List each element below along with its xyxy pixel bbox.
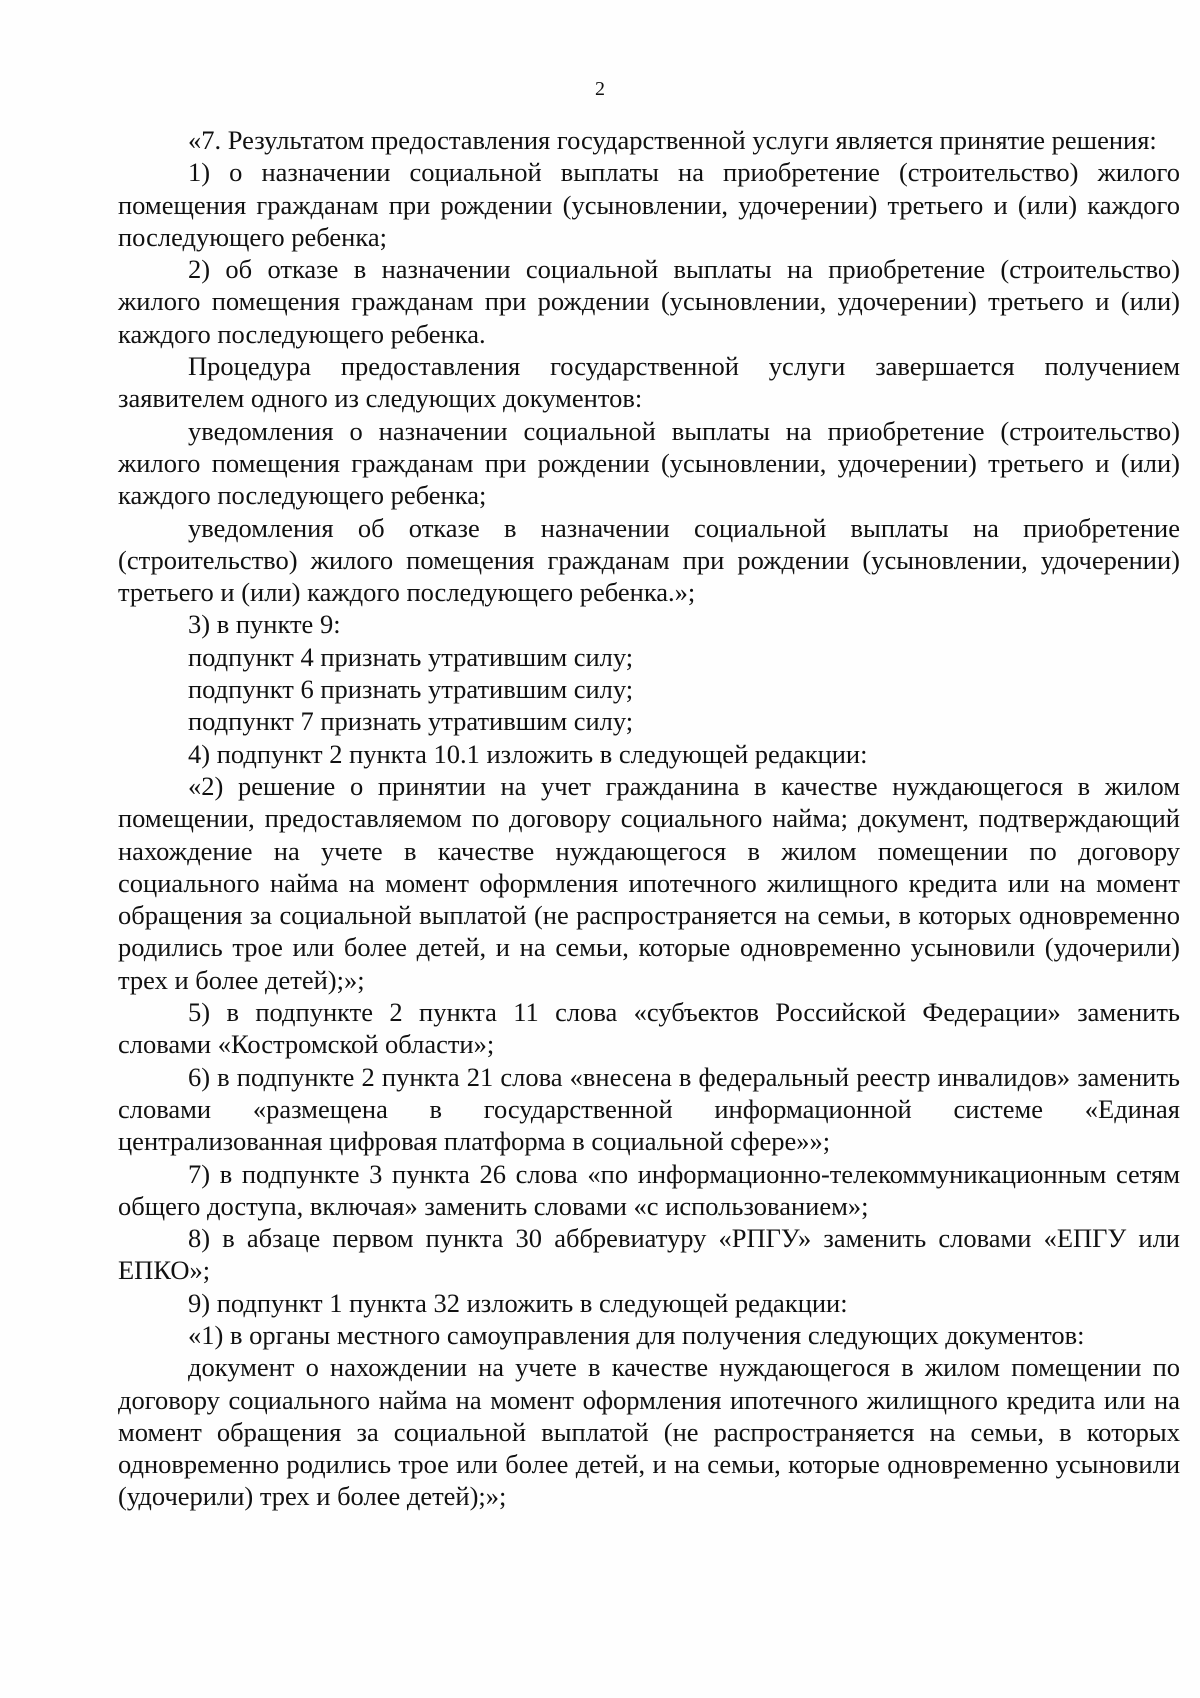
paragraph: уведомления об отказе в назначении социальной выплаты на приобретение (строительство) жилого помещения гражданам при рождении (усыновлении, удочерении) третьего и (или) каждого последующего ребенка.»; [118, 512, 1180, 608]
paragraph: подпункт 4 признать утратившим силу; [188, 641, 634, 672]
paragraph: 8) в абзаце первом пункта 30 аббревиатуру «РПГУ» заменить словами «ЕПГУ или ЕПКО»; [118, 1223, 1180, 1286]
paragraph: 3) в пункте 9: [188, 609, 341, 640]
paragraph: документ о нахождении на учете в качестве нуждающегося в жилом помещении по договору социального найма на момент оформления ипотечного жилищного кредита или на момент обращения за социальной выплатой (не распространяется на семьи, в которых одновременно родились трое или более детей, и на семьи, которые одновременно усыновили (удочерили) трех и более детей);»; [118, 1352, 1180, 1512]
paragraph: 7) в подпункте 3 пункта 26 слова «по информационно-телекоммуникационным сетям общего доступа, включая» заменить словами «с использованием»; [118, 1158, 1180, 1221]
paragraph: подпункт 6 признать утратившим силу; [188, 674, 634, 705]
paragraph: «1) в органы местного самоуправления для получения следующих документов: [188, 1319, 1085, 1350]
paragraph: «7. Результатом предоставления государственной услуги является принятие решения: [188, 125, 1157, 155]
paragraph: «2) решение о принятии на учет гражданина в качестве нуждающегося в жилом помещении, предоставляемом по договору социального найма; документ, подтверждающий нахождение на учете в качестве нуждающегося в жилом помещении по договору социального найма на момент оформления ипотечного жилищного кредита или на момент обращения за социальной выплатой (не распространяется на семьи, в которых одновременно родились трое или более детей, и на семьи, которые одновременно усыновили (удочерили) трех и более детей);»; [118, 770, 1180, 995]
paragraph: уведомления о назначении социальной выплаты на приобретение (строительство) жилого помещения гражданам при рождении (усыновлении, удочерении) третьего и (или) каждого последующего ребенка; [118, 415, 1180, 511]
paragraph: подпункт 7 признать утратившим силу; [188, 706, 634, 737]
paragraph: 4) подпункт 2 пункта 10.1 изложить в следующей редакции: [188, 738, 868, 769]
paragraph: Процедура предоставления государственной услуги завершается получением заявителем одного из следующих документов: [118, 351, 1180, 414]
document-body [118, 124, 1180, 1513]
paragraph: 6) в подпункте 2 пункта 21 слова «внесена в федеральный реестр инвалидов» заменить словами «размещена в государственной информационной системе «Единая централизованная цифровая платформа в социальной сфере»»; [118, 1061, 1180, 1157]
paragraph: 9) подпункт 1 пункта 32 изложить в следующей редакции: [188, 1287, 848, 1318]
paragraph: 1) о назначении социальной выплаты на приобретение (строительство) жилого помещения гражданам при рождении (усыновлении, удочерении) третьего и (или) каждого последующего ребенка; [118, 157, 1180, 252]
page-number: 2 [595, 78, 605, 100]
paragraph: 5) в подпункте 2 пункта 11 слова «субъектов Российской Федерации» заменить словами «Костромской области»; [118, 997, 1180, 1060]
paragraph: 2) об отказе в назначении социальной выплаты на приобретение (строительство) жилого помещения гражданам при рождении (усыновлении, удочерении) третьего и (или) каждого последующего ребенка. [118, 254, 1180, 349]
